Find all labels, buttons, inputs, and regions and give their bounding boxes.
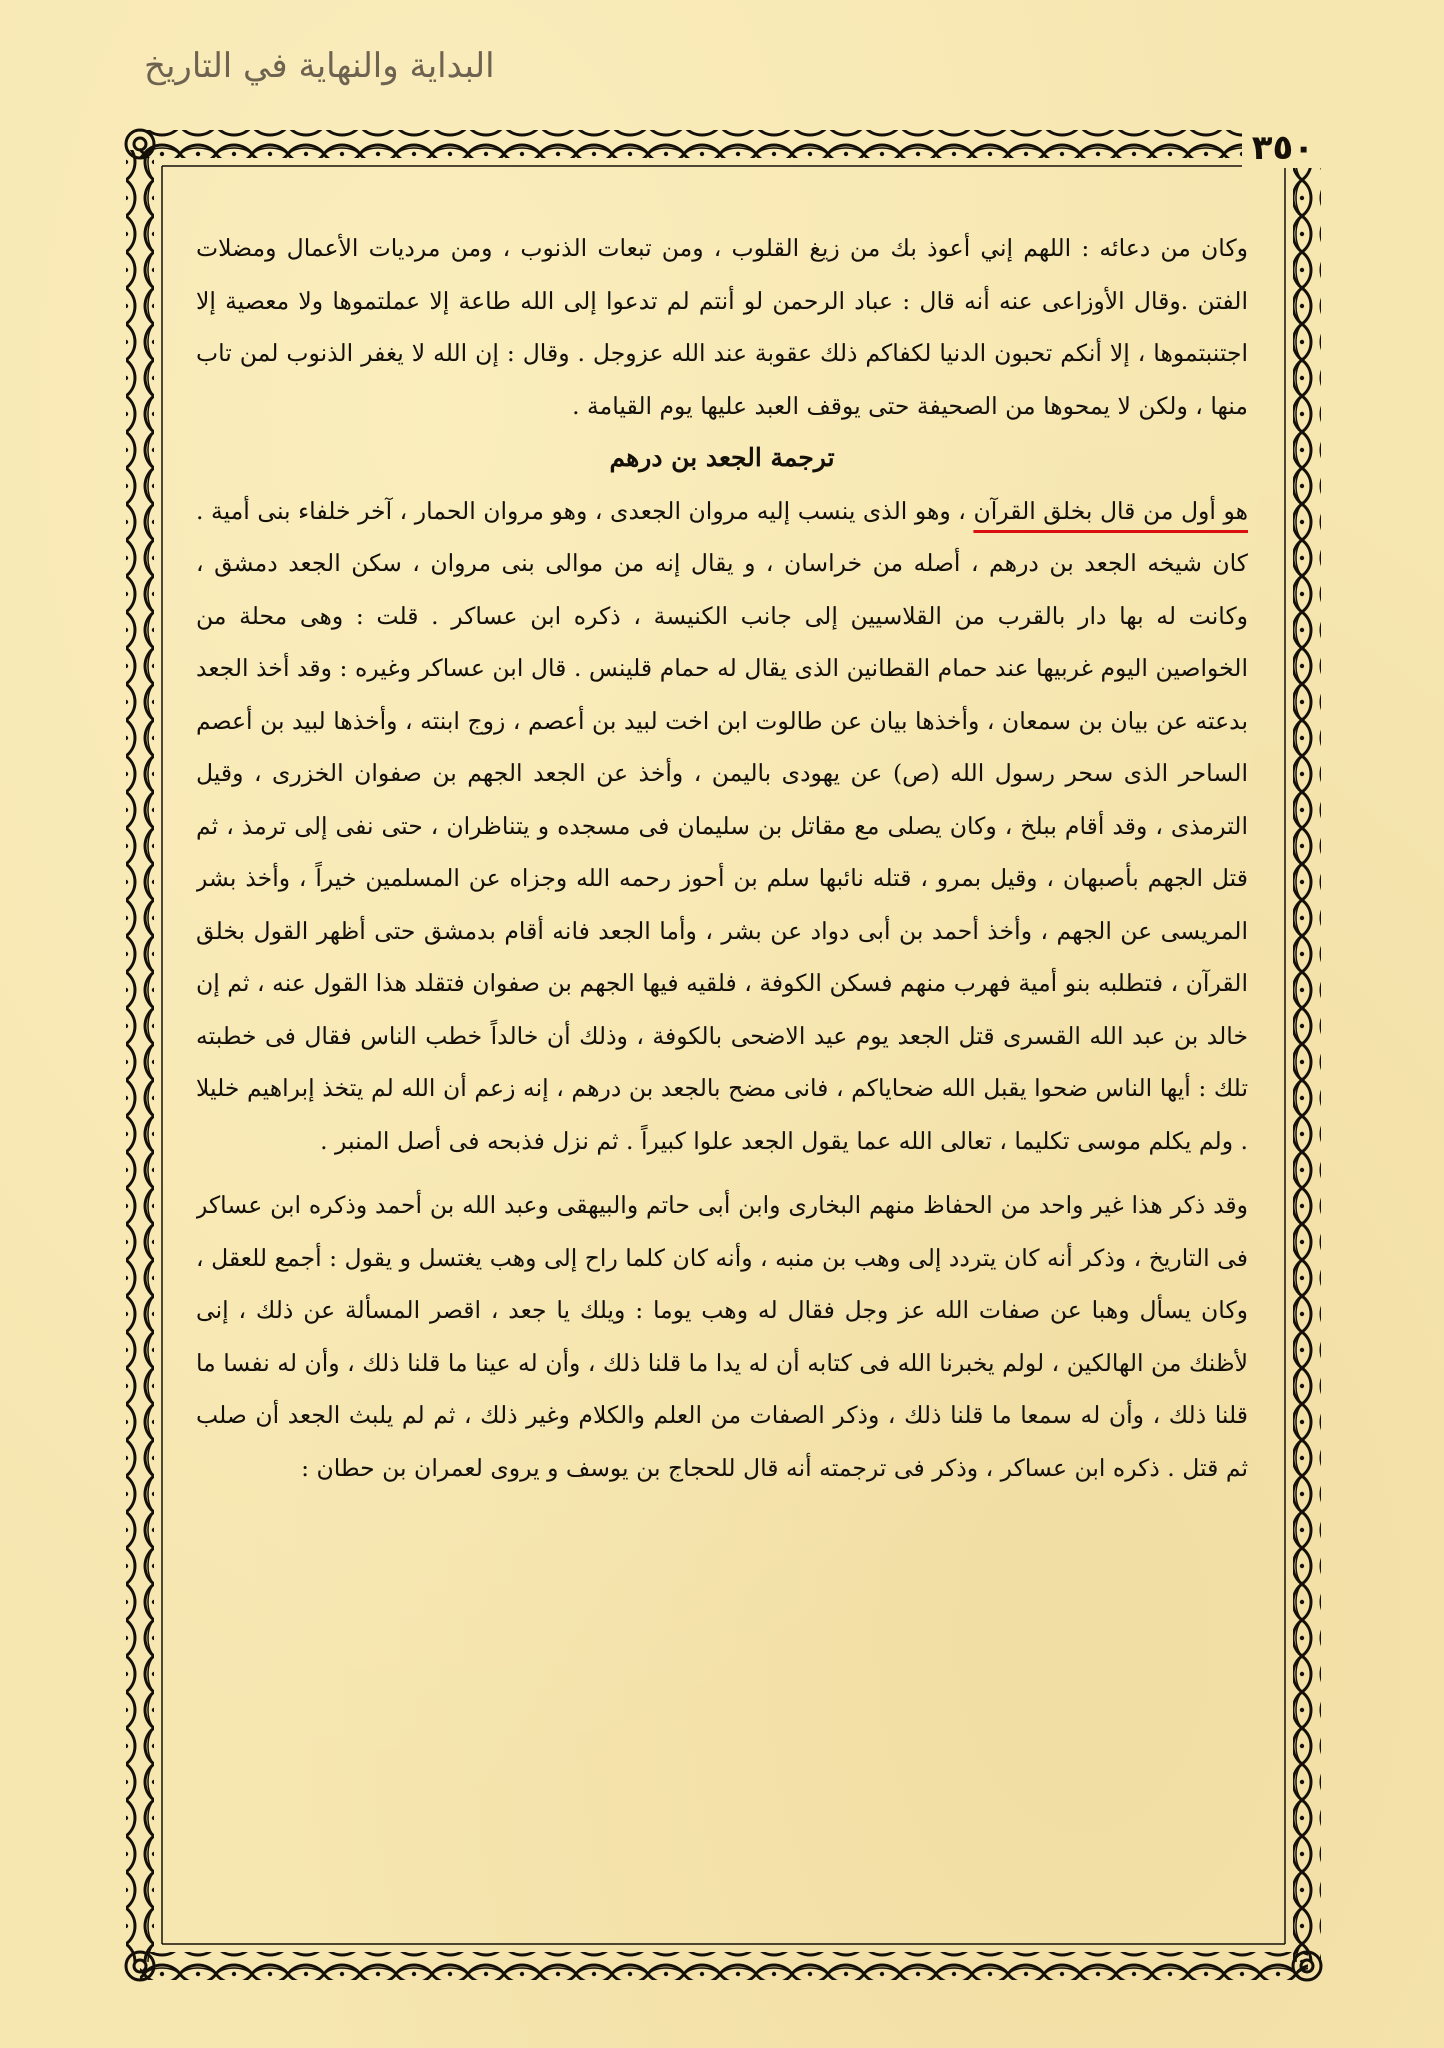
body-text	[196, 222, 1248, 1862]
biography-text: ، وهو الذى ينسب إليه مروان الجعدى ، وهو مروان الحمار ، آخر خلفاء بنى أمية . كان شيخه الجعد بن درهم ، أصله من خراسان ، و يقال إنه من موالى بنى مروان ، سكن الجعد دمشق ، وكانت له بها دار بالقرب من القلاسيين إلى جانب الكنيسة ، ذكره ابن عساكر . قلت : وهى محلة من الخواصين اليوم غربيها عند حمام القطانين الذى يقال له حمام قلينس . قال ابن عساكر وغيره : وقد أخذ الجعد بدعته عن بيان بن سمعان ، وأخذها بيان عن طالوت ابن اخت لبيد بن أعصم ، زوج ابنته ، وأخذها لبيد بن أعصم الساحر الذى سحر رسول الله (ص) عن يهودى باليمن ، وأخذ عن الجعد الجهم بن صفوان الخزرى ، وقيل الترمذى ، وقد أقام ببلخ ، وكان يصلى مع مقاتل بن سليمان فى مسجده و يتناظران ، حتى نفى إلى ترمذ ، ثم قتل الجهم بأصبهان ، وقيل بمرو ، قتله نائبها سلم بن أحوز رحمه الله وجزاه عن المسلمين خيراً ، وأخذ بشر المريسى عن الجهم ، وأخذ أحمد بن أبى دواد عن بشر ، وأما الجعد فانه أقام بدمشق حتى أظهر القول بخلق القرآن ، فتطلبه بنو أمية فهرب منهم فسكن الكوفة ، فلقيه فيها الجهم بن صفوان فتقلد هذا القول عنه ، ثم إن خالد بن عبد الله القسرى قتل الجعد يوم عيد الاضحى بالكوفة ، وذلك أن خالداً خطب الناس فقال فى خطبته تلك : أيها الناس ضحوا يقبل الله ضحاياكم ، فانى مضح بالجعد بن درهم ، إنه زعم أن الله لم يتخذ إبراهيم خليلا . ولم يكلم موسى تكليما ، تعالى الله عما يقول الجعد علوا كبيراً . ثم نزل فذبحه فى أصل المنبر .	[196, 496, 1248, 1155]
border-right	[1293, 150, 1321, 1962]
page-number: ٣٥٠	[1242, 128, 1324, 168]
border-left	[126, 150, 154, 1962]
underlined-phrase: هو أول من قال بخلق القرآن	[973, 496, 1248, 525]
section-heading: ترجمة الجعد بن درهم	[609, 443, 835, 472]
biography-paragraph	[196, 485, 1248, 1168]
border-top	[140, 130, 1308, 158]
border-bottom	[140, 1952, 1308, 1980]
running-head: البداية والنهاية في التاريخ	[144, 46, 495, 86]
closing-paragraph: وقد ذكر هذا غير واحد من الحفاظ منهم البخارى وابن أبى حاتم والبيهقى وعبد الله بن أحمد وذكره ابن عساكر فى التاريخ ، وذكر أنه كان يتردد إلى وهب بن منبه ، وأنه كان كلما راح إلى وهب يغتسل و يقول : أجمع للعقل ، وكان يسأل وهبا عن صفات الله عز وجل فقال له وهب يوما : ويلك يا جعد ، اقصر المسألة عن ذلك ، إنى لأظنك من الهالكين ، لولم يخبرنا الله فى كتابه أن له يدا ما قلنا ذلك ، وأن له عينا ما قلنا ذلك ، وأن له نفسا ما قلنا ذلك ، وأن له سمعا ما قلنا ذلك ، وذكر الصفات من العلم والكلام وغير ذلك ، ثم لم يلبث الجعد أن صلب ثم قتل . ذكره ابن عساكر ، وذكر فى ترجمته أنه قال للحجاج بن يوسف و يروى لعمران بن حطان :	[196, 1191, 1248, 1482]
intro-paragraph: وكان من دعائه : اللهم إني أعوذ بك من زيغ القلوب ، ومن تبعات الذنوب ، ومن مرديات الأعمال ومضلات الفتن .وقال الأوزاعى عنه أنه قال : عباد الرحمن لو أنتم لم تدعوا إلى الله طاعة إلا عملتموها ولا معصية إلا اجتنبتموها ، إلا أنكم تحبون الدنيا لكفاكم ذلك عقوبة عند الله عزوجل . وقال : إن الله لا يغفر الذنوب لمن تاب منها ، ولكن لا يمحوها من الصحيفة حتى يوقف العبد عليها يوم القيامة .	[196, 234, 1248, 420]
